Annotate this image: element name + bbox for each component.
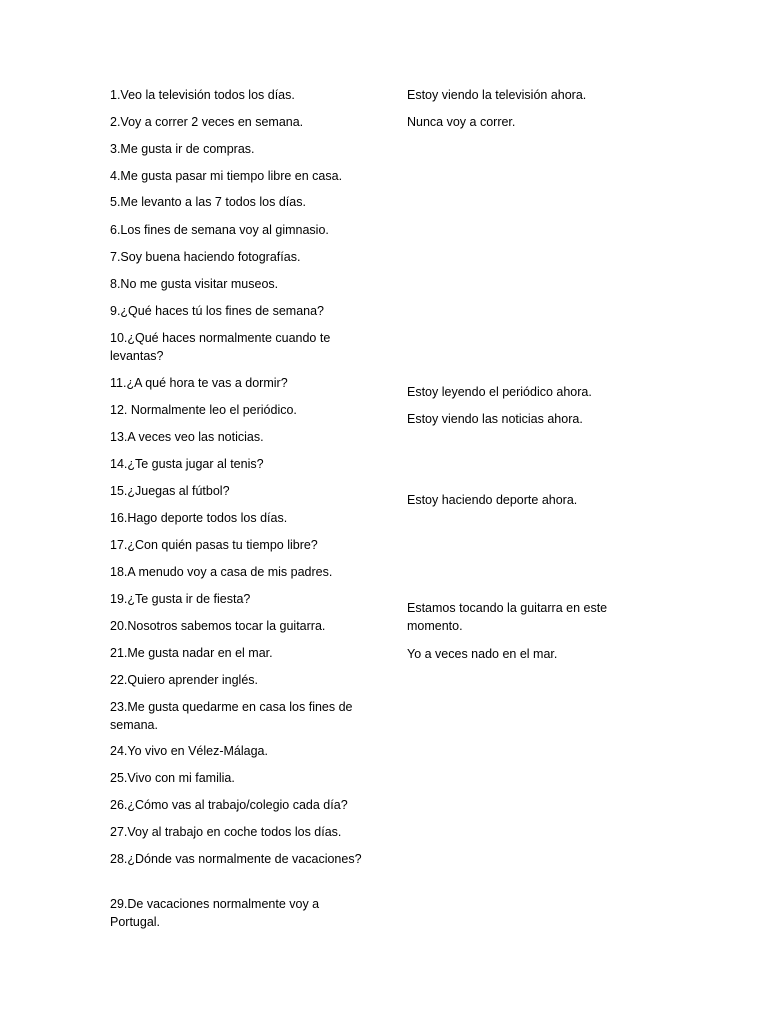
sentence-26: 26.¿Cómo vas al trabajo/colegio cada día? xyxy=(110,798,348,812)
sentence-29: 29.De vacaciones normalmente voy a Portugal. xyxy=(110,897,320,929)
sentence-16: 16.Hago deporte todos los días. xyxy=(110,511,288,525)
answer-4: Estoy viendo las noticias ahora. xyxy=(407,412,583,426)
answer-5: Estoy haciendo deporte ahora. xyxy=(407,493,578,507)
answer-6: Estamos tocando la guitarra en este momento. xyxy=(407,601,608,633)
answer-3: Estoy leyendo el periódico ahora. xyxy=(407,385,592,399)
sentence-6: 6.Los fines de semana voy al gimnasio. xyxy=(110,223,329,237)
sentence-8: 8.No me gusta visitar museos. xyxy=(110,277,279,291)
sentence-23: 23.Me gusta quedarme en casa los fines de semana. xyxy=(110,700,353,732)
sentence-18: 18.A menudo voy a casa de mis padres. xyxy=(110,565,333,579)
sentence-11: 11.¿A qué hora te vas a dormir? xyxy=(110,376,288,390)
sentence-7: 7.Soy buena haciendo fotografías. xyxy=(110,250,301,264)
sentence-4: 4.Me gusta pasar mi tiempo libre en casa. xyxy=(110,169,343,183)
sentence-14: 14.¿Te gusta jugar al tenis? xyxy=(110,457,264,471)
sentence-17: 17.¿Con quién pasas tu tiempo libre? xyxy=(110,538,318,552)
sentence-3: 3.Me gusta ir de compras. xyxy=(110,142,255,156)
sentence-24: 24.Yo vivo en Vélez-Málaga. xyxy=(110,744,268,758)
sentence-2: 2.Voy a correr 2 veces en semana. xyxy=(110,115,304,129)
sentence-1: 1.Veo la televisión todos los días. xyxy=(110,88,295,102)
sentence-19: 19.¿Te gusta ir de fiesta? xyxy=(110,592,251,606)
sentence-13: 13.A veces veo las noticias. xyxy=(110,430,264,444)
answer-2: Nunca voy a correr. xyxy=(407,115,516,129)
sentence-20: 20.Nosotros sabemos tocar la guitarra. xyxy=(110,619,326,633)
sentence-25: 25.Vivo con mi familia. xyxy=(110,771,235,785)
sentence-22: 22.Quiero aprender inglés. xyxy=(110,673,259,687)
answer-1: Estoy viendo la televisión ahora. xyxy=(407,88,587,102)
sentence-15: 15.¿Juegas al fútbol? xyxy=(110,484,230,498)
sentence-5: 5.Me levanto a las 7 todos los días. xyxy=(110,195,306,209)
sentence-9: 9.¿Qué haces tú los fines de semana? xyxy=(110,304,325,318)
sentence-28: 28.¿Dónde vas normalmente de vacaciones? xyxy=(110,852,362,866)
sentence-10: 10.¿Qué haces normalmente cuando te levantas? xyxy=(110,331,331,363)
sentence-27: 27.Voy al trabajo en coche todos los días. xyxy=(110,825,342,839)
sentence-21: 21.Me gusta nadar en el mar. xyxy=(110,646,273,660)
sentence-12: 12. Normalmente leo el periódico. xyxy=(110,403,297,417)
answer-7: Yo a veces nado en el mar. xyxy=(407,647,558,661)
